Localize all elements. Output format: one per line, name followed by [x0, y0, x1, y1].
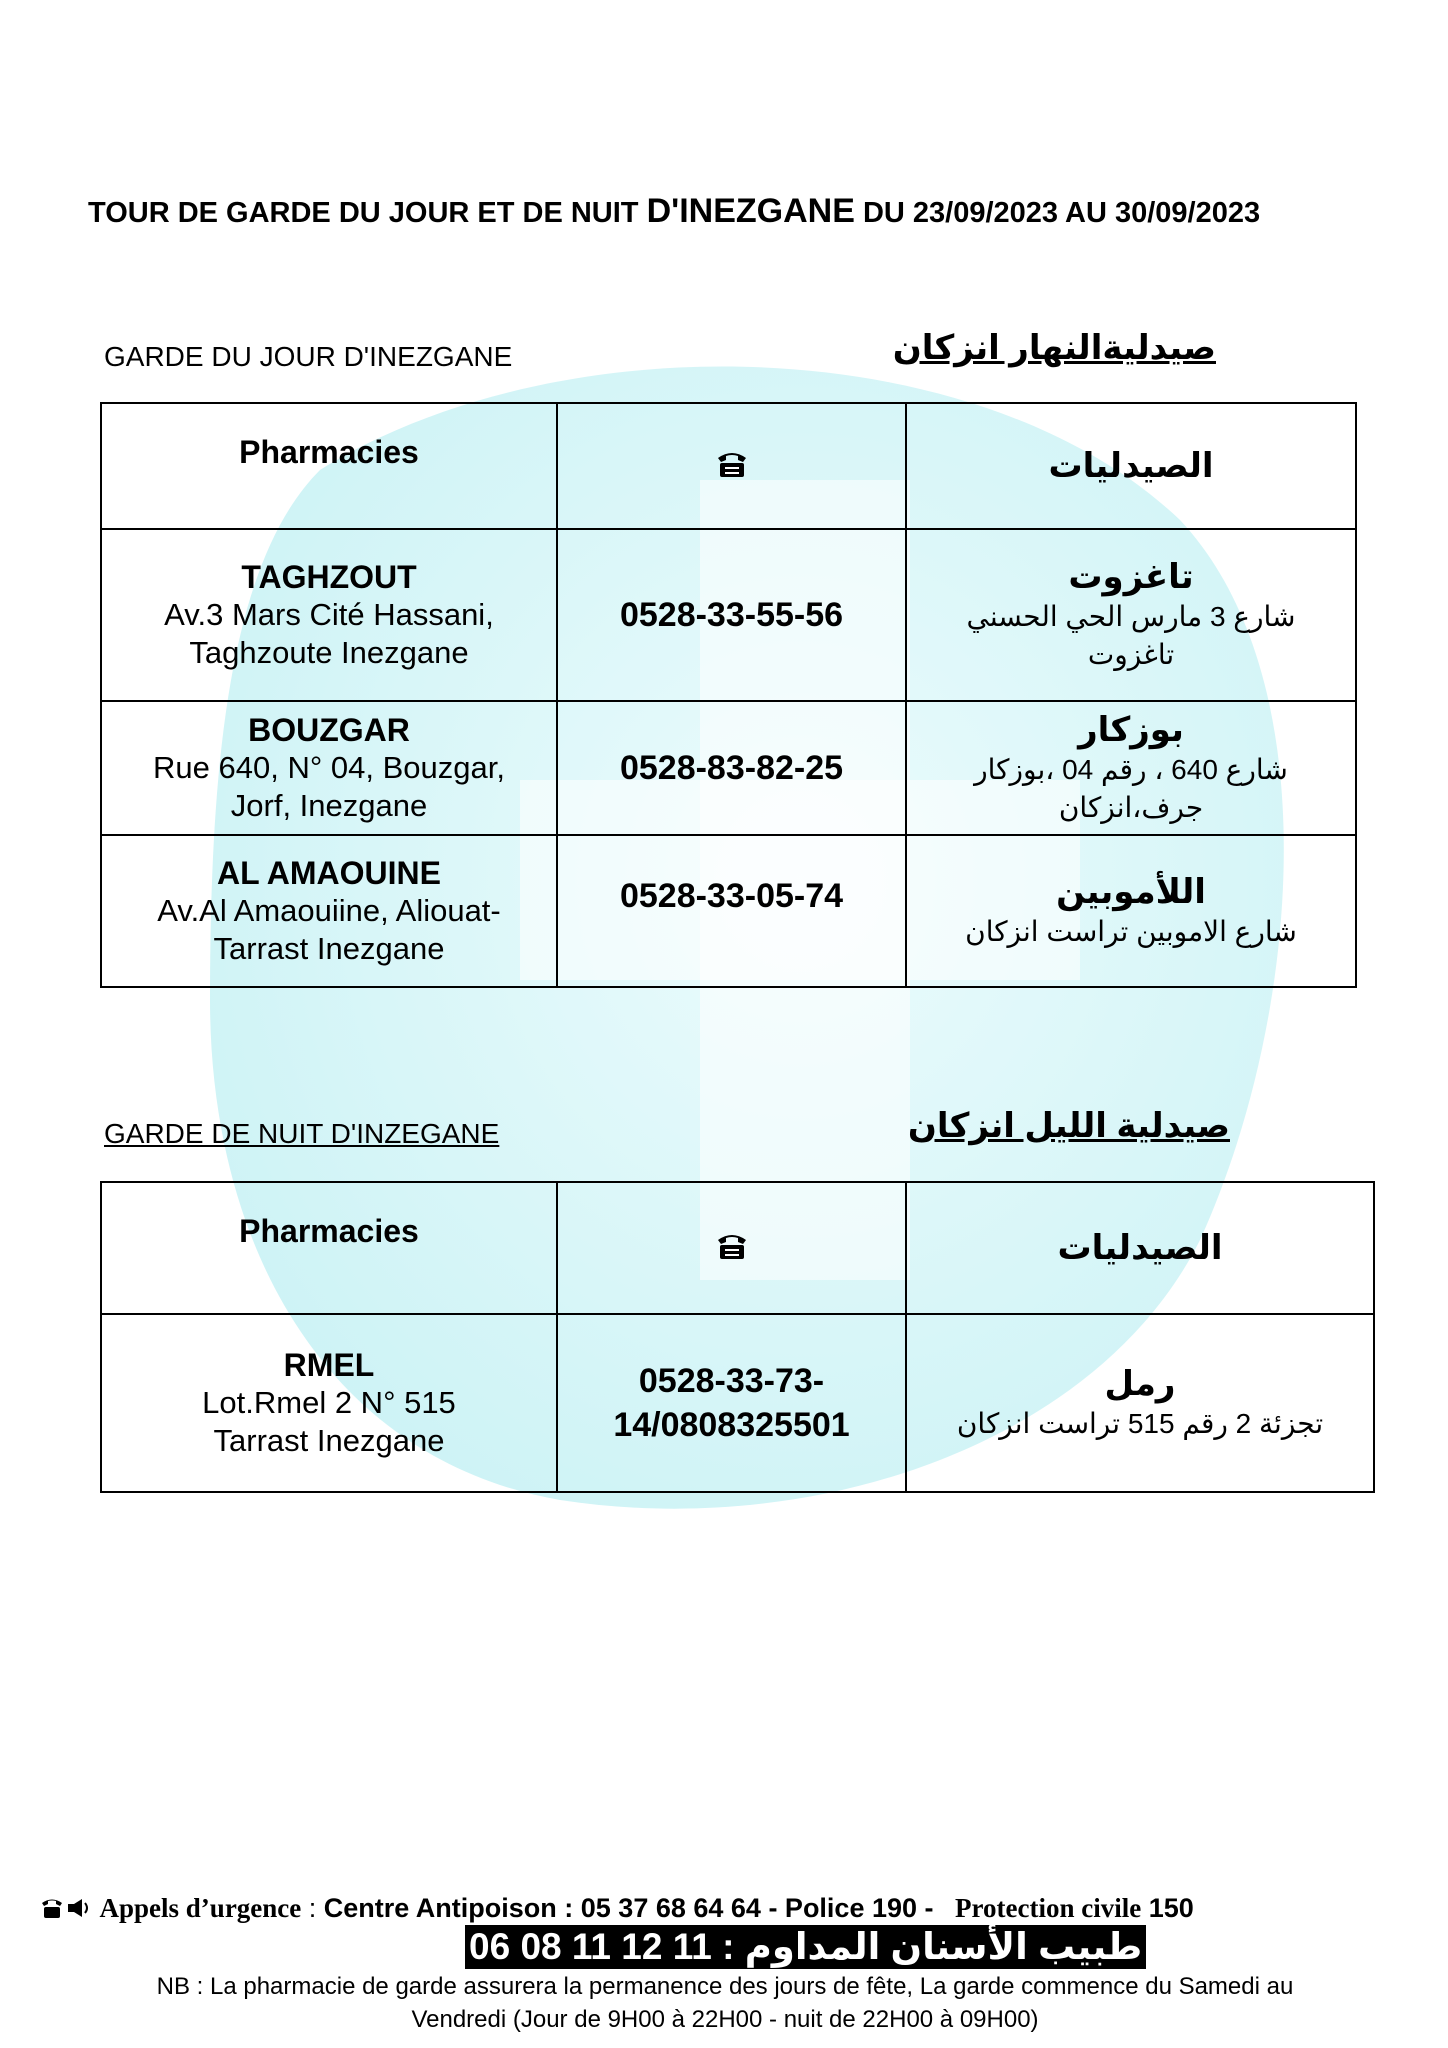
table-row [101, 529, 1356, 701]
table-row [101, 1314, 1374, 1492]
pharmacy-address: Lot.Rmel 2 N° 515 [202, 1385, 456, 1420]
pharmacy-name: AL AMAOUINE [217, 855, 441, 891]
pharmacy-ar-cell [906, 835, 1356, 987]
day-section-label: GARDE DU JOUR D'INEZGANE [104, 341, 513, 372]
pharmacy-phone: 0528-33-05-74 [557, 835, 906, 987]
emergency-sep: : [301, 1893, 324, 1923]
pharmacy-ar-cell [906, 1314, 1374, 1492]
title-suffix: DU 23/09/2023 AU 30/09/2023 [854, 197, 1261, 229]
header-pharmacies-ar: الصيدليات [906, 1182, 1374, 1314]
pharmacy-phone-cell [557, 1314, 906, 1492]
emergency-phone-icon [40, 1896, 92, 1920]
pharmacy-address: Av.Al Amaouiine, Aliouat- [157, 893, 501, 928]
pharmacy-phone: 0528-83-82-25 [557, 701, 906, 835]
pharmacy-address: Av.3 Mars Cité Hassani, [164, 597, 494, 632]
header-pharmacies: Pharmacies [101, 1182, 557, 1314]
pharmacy-name-ar: تاغزوت [1068, 558, 1194, 596]
pharmacy-address-ar: شارع الاموبين تراست انزكان [965, 916, 1297, 947]
title-city: D'INEZGANE [646, 192, 855, 230]
protection-civile-number: 150 [1148, 1893, 1194, 1923]
footer-note-line: Vendredi (Jour de 9H00 à 22H00 - nuit de 22H00 à 09H00) [411, 2006, 1039, 2033]
emergency-label: Appels d’urgence [99, 1893, 302, 1923]
dentist-on-duty: طبيب الأسنان المداوم : 11 12 11 08 06 [465, 1925, 1146, 1969]
header-pharmacies-ar: الصيدليات [906, 403, 1356, 529]
pharmacy-phone: 14/0808325501 [613, 1406, 850, 1444]
header-pharmacies: Pharmacies [101, 403, 557, 529]
pharmacy-ar-cell [906, 701, 1356, 835]
pharmacy-address: Taghzoute Inezgane [189, 635, 469, 670]
pharmacy-address-ar: شارع 3 مارس الحي الحسني [966, 601, 1296, 632]
emergency-calls [40, 1893, 1420, 1924]
pharmacy-address-ar: جرف،انزكان [1058, 792, 1204, 823]
pharmacy-address-ar: تاغزوت [1087, 639, 1175, 670]
pharmacy-phone: 0528-33-55-56 [557, 529, 906, 701]
footer-note [100, 1970, 1350, 2036]
pharmacy-name: BOUZGAR [248, 712, 410, 748]
phone-icon [715, 1231, 749, 1261]
night-section-label-ar: صيدلية الليل انزكان [907, 1107, 1230, 1145]
pharmacy-address: Jorf, Inezgane [230, 788, 428, 823]
night-pharmacies-table [100, 1181, 1375, 1493]
title-prefix: TOUR DE GARDE DU JOUR ET DE NUIT [88, 197, 647, 229]
pharmacy-phone: 0528-33-73- [638, 1362, 825, 1400]
protection-civile-label: Protection civile [955, 1893, 1142, 1923]
pharmacy-address-ar: شارع 640 ، رقم 04 ،بوزكار [974, 754, 1288, 785]
pharmacy-address-ar: تجزئة 2 رقم 515 تراست انزكان [956, 1408, 1324, 1439]
pharmacy-fr-cell [101, 529, 557, 701]
night-table-header [101, 1182, 1374, 1314]
pharmacy-name-ar: رمل [1104, 1365, 1176, 1403]
pharmacy-name: TAGHZOUT [241, 559, 417, 595]
table-row [101, 835, 1356, 987]
pharmacy-name-ar: بوزكار [1078, 711, 1184, 749]
pharmacy-name-ar: اللأموبين [1056, 873, 1206, 911]
day-section-label-ar: صيدليةالنهار انزكان [892, 329, 1216, 367]
night-section-label: GARDE DE NUIT D'INZEGANE [104, 1118, 500, 1149]
pharmacy-fr-cell [101, 701, 557, 835]
header-phone [557, 1182, 906, 1314]
pharmacy-name: RMEL [283, 1347, 375, 1383]
pharmacy-address: Tarrast Inezgane [213, 931, 445, 966]
phone-icon [715, 449, 749, 479]
footer-note-line: NB : La pharmacie de garde assurera la permanence des jours de fête, La garde commence du Samedi au [156, 1973, 1294, 2000]
pharmacy-address: Rue 640, N° 04, Bouzgar, [153, 750, 505, 785]
day-table-header [101, 403, 1356, 529]
table-row [101, 701, 1356, 835]
emergency-antipoison: Centre Antipoison : 05 37 68 64 64 - Police 190 - [323, 1893, 934, 1923]
pharmacy-fr-cell [101, 1314, 557, 1492]
pharmacy-ar-cell [906, 529, 1356, 701]
header-phone [557, 403, 906, 529]
document-title [88, 192, 1388, 231]
pharmacy-fr-cell [101, 835, 557, 987]
pharmacy-address: Tarrast Inezgane [213, 1423, 445, 1458]
day-pharmacies-table [100, 402, 1357, 988]
